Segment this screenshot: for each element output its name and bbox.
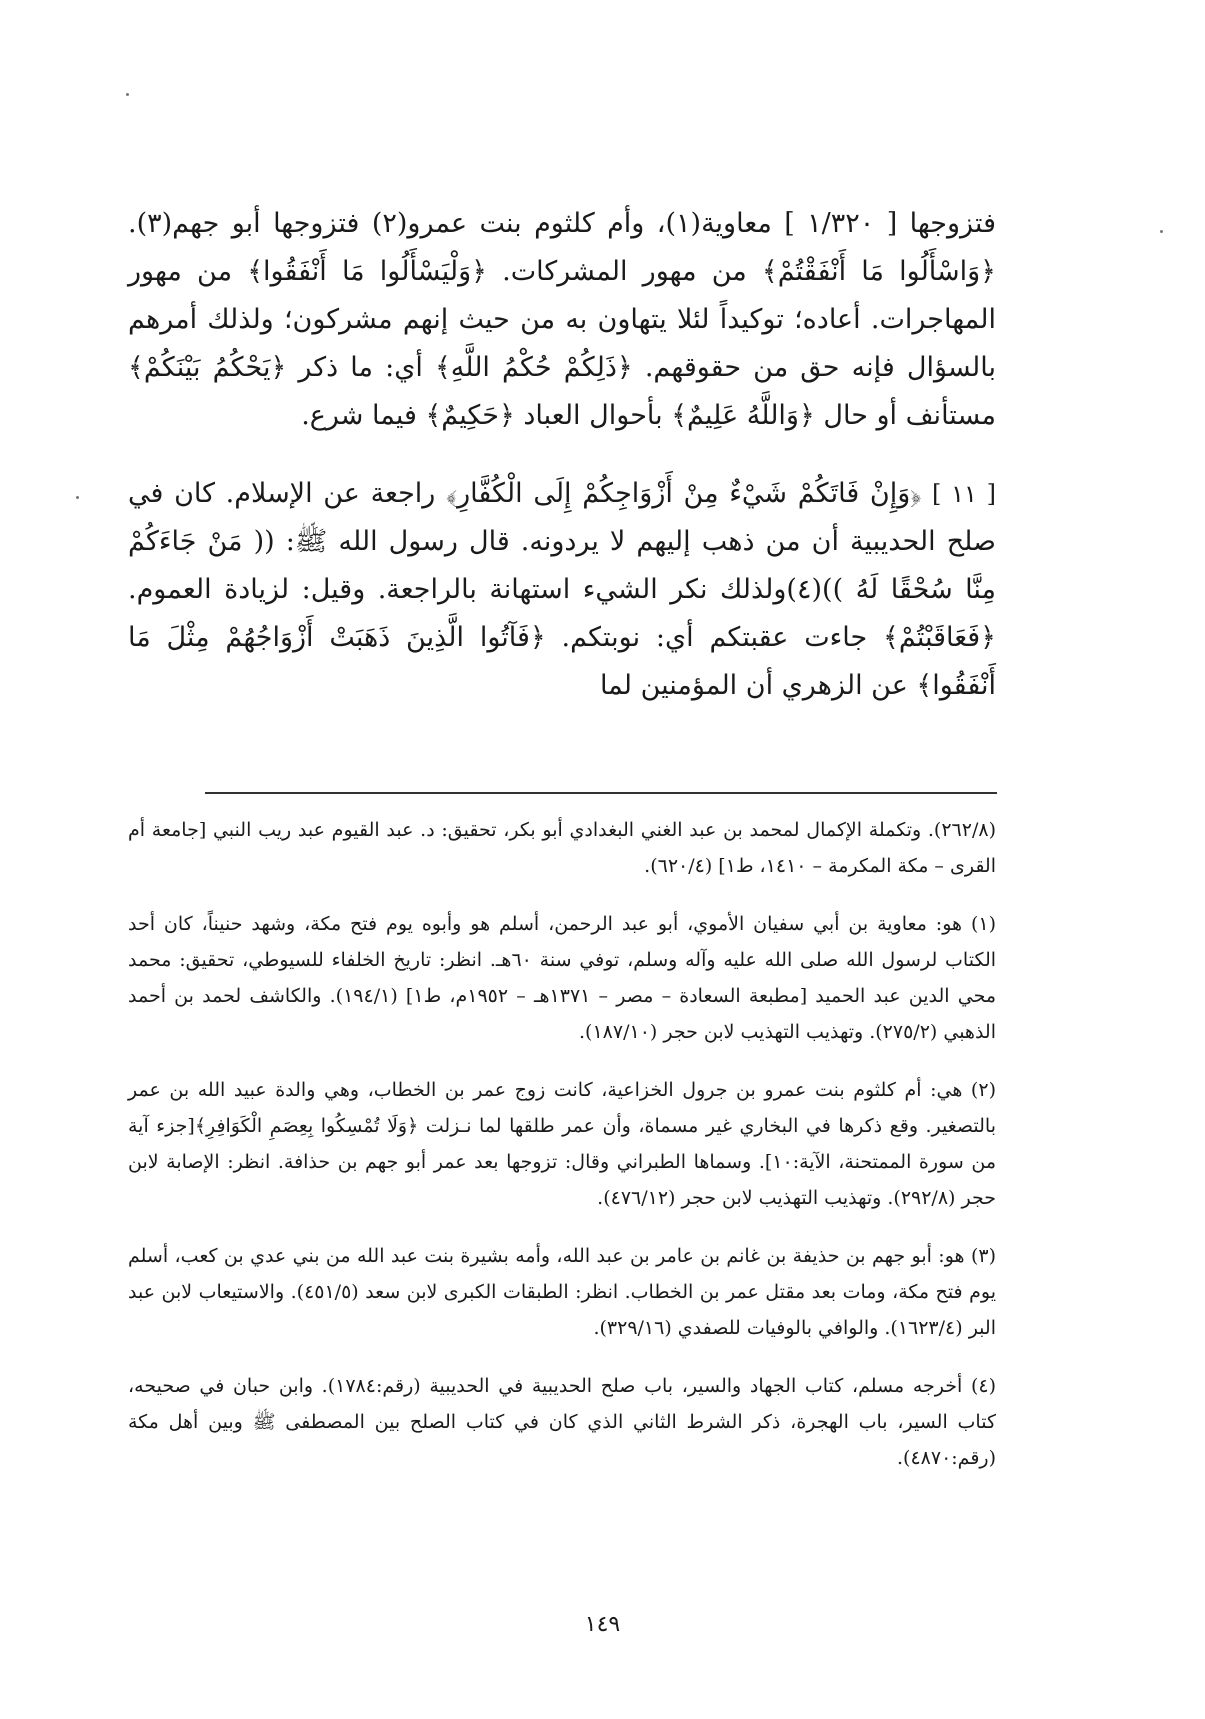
verse-number: [ ١١ ] xyxy=(932,480,996,508)
scan-speck xyxy=(76,496,79,499)
footnote-3: (٣) هو: أبو جهم بن حذيفة بن غانم بن عامر بن عبد الله، وأمه بشيرة بنت عبد الله من بني عدي بن كعب، أسلم يوم فتح مكة، ومات بعد مقتل عمر بن الخطاب. انظر: الطبقات الكبرى لابن سعد (٤٥١/٥). والاستيعاب لابن عبد البر (١٦٢٣/٤). والوافي بالوفيات للصفدي (٣٢٩/١٦). xyxy=(128,1245,996,1339)
footnote-2: (٢) هي: أم كلثوم بنت عمرو بن جرول الخزاعية، كانت زوج عمر بن الخطاب، وهي والدة عبيد الله بن عمر بالتصغير. وقع ذكرها في البخاري غير مسماة، وأن عمر طلقها لما نـزلت ﴿وَلَا تُمْسِكُوا بِعِصَمِ الْكَوَافِرِ﴾[جزء آية من سورة الممتحنة، الآية:١٠]. وسماها الطبراني وقال: تزوجها بعد عمر أبو جهم بن حذافة. انظر: الإصابة لابن حجر (٢٩٢/٨). وتهذيب التهذيب لابن حجر (٤٧٦/١٢). xyxy=(128,1079,996,1209)
footnote-divider xyxy=(205,792,997,794)
footnote-4: (٤) أخرجه مسلم، كتاب الجهاد والسير، باب صلح الحديبية في الحديبية (رقم:١٧٨٤). وابن حبان في صحيحه، كتاب السير، باب الهجرة، ذكر الشرط الثاني الذي كان في كتاب الصلح بين المصطفى ﷺ وبين أهل مكة (رقم:٤٨٧٠). xyxy=(128,1375,996,1469)
page-number: ١٤٩ xyxy=(584,1612,621,1637)
main-paragraph-1: فتزوجها [ ١/٣٢٠ ] معاوية(١)، وأم كلثوم بنت عمرو(٢) فتزوجها أبو جهم(٣). ﴿وَاسْأَلُوا مَا أَنْفَقْتُمْ﴾ من مهور المشركات. ﴿وَلْيَسْأَلُوا مَا أَنْفَقُوا﴾ من مهور المهاجرات. أعاده؛ توكيداً لئلا يتهاون به من حيث إنهم مشركون؛ ولذلك أمرهم بالسؤال فإنه حق من حقوقهم. ﴿ذَلِكُمْ حُكْمُ اللَّهِ﴾ أي: ما ذكر ﴿يَحْكُمُ بَيْنَكُمْ﴾ مستأنف أو حال ﴿وَاللَّهُ عَلِيمٌ﴾ بأحوال العباد ﴿حَكِيمٌ﴾ فيما شرع. xyxy=(128,208,997,431)
main-paragraph-2 xyxy=(128,470,996,710)
scan-speck xyxy=(126,93,129,96)
footnotes xyxy=(128,812,996,1498)
footnote-1: (١) هو: معاوية بن أبي سفيان الأموي، أبو عبد الرحمن، أسلم هو وأبوه يوم فتح مكة، وشهد حنيناً، كان أحد الكتاب لرسول الله صلى الله عليه وآله وسلم، توفي سنة ٦٠هـ. انظر: تاريخ الخلفاء للسيوطي، تحقيق: محمد محي الدين عبد الحميد [مطبعة السعادة – مصر – ١٣٧١هـ – ١٩٥٢م، ط١] (١٩٤/١). والكاشف لحمد بن أحمد الذهبي (٢٧٥/٢). وتهذيب التهذيب لابن حجر (١٨٧/١٠). xyxy=(128,913,997,1043)
main-text xyxy=(128,200,996,710)
footnote-continued: (٢٦٢/٨). وتكملة الإكمال لمحمد بن عبد الغني البغدادي أبو بكر، تحقيق: د. عبد القيوم عبد ريب النبي [جامعة أم القرى – مكة المكرمة – ١٤١٠، ط١] (٦٢٠/٤). xyxy=(128,819,996,877)
scan-speck xyxy=(1160,230,1163,233)
main-paragraph-2-text: ﴿وَإِنْ فَاتَكُمْ شَيْءٌ مِنْ أَزْوَاجِكُمْ إِلَى الْكُفَّارِ﴾ راجعة عن الإسلام. كان في صلح الحديبية أن من ذهب إليهم لا يردونه. قال رسول الله ﷺ: (( مَنْ جَاءَكُمْ مِنَّا سُحْقًا لَهُ ))(٤)ولذلك نكر الشيء استهانة بالراجعة. وقيل: لزيادة العموم. ﴿فَعَاقَبْتُمْ﴾ جاءت عقبتكم أي: نوبتكم. ﴿فَآتُوا الَّذِينَ ذَهَبَتْ أَزْوَاجُهُمْ مِثْلَ مَا أَنْفَقُوا﴾ عن الزهري أن المؤمنين لما xyxy=(128,478,997,701)
